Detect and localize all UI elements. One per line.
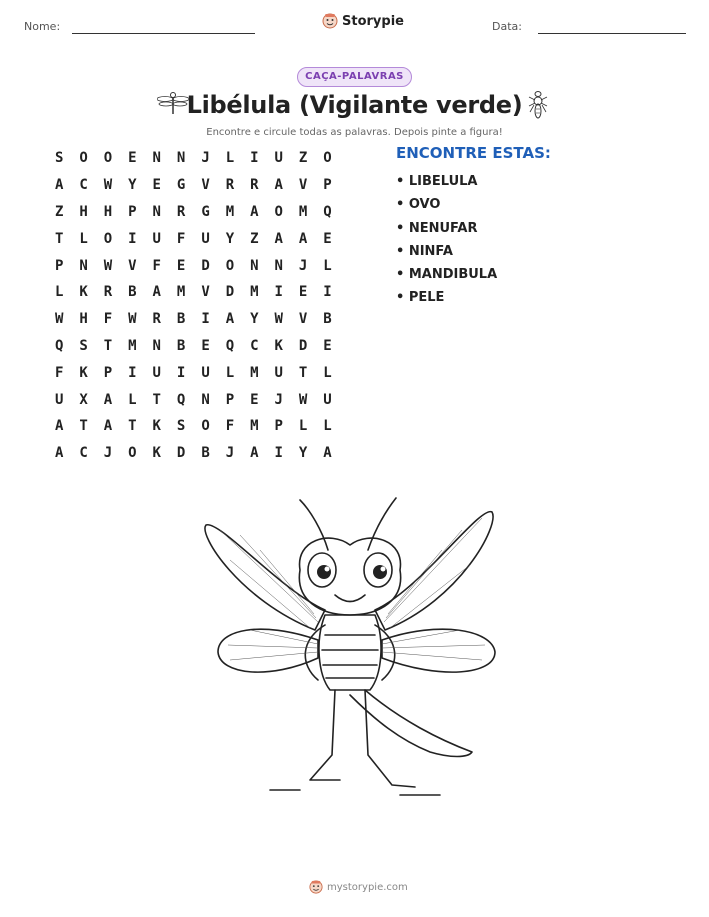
grid-cell[interactable]: U (274, 364, 283, 381)
grid-cell[interactable]: N (176, 150, 186, 167)
grid-cell[interactable]: J (274, 391, 283, 408)
grid-cell[interactable]: R (152, 311, 161, 328)
grid-cell[interactable]: E (128, 150, 137, 167)
grid-cell[interactable]: K (79, 284, 88, 301)
grid-cell[interactable]: D (176, 445, 186, 462)
grid-cell[interactable]: A (274, 177, 283, 194)
grid-row (47, 199, 340, 226)
date-label: Data: (492, 20, 522, 33)
grid-cell[interactable]: R (225, 177, 235, 194)
grid-cell[interactable]: A (250, 203, 259, 220)
grid-cell[interactable]: Y (250, 311, 259, 328)
grid-cell[interactable]: I (274, 284, 283, 301)
grid-cell[interactable]: I (176, 364, 186, 381)
grid-cell[interactable]: O (128, 445, 137, 462)
grid-row (47, 279, 340, 306)
cartoon-dragonfly-illustration (200, 490, 500, 800)
grid-cell[interactable]: D (225, 284, 235, 301)
grid-cell[interactable]: E (323, 230, 332, 247)
grid-cell[interactable]: P (128, 203, 137, 220)
grid-cell[interactable]: E (323, 337, 332, 354)
grid-cell[interactable]: U (152, 230, 161, 247)
grid-cell[interactable]: T (128, 418, 137, 435)
grid-cell[interactable]: A (298, 230, 308, 247)
grid-cell[interactable]: W (54, 311, 64, 328)
grid-cell[interactable]: J (201, 150, 210, 167)
grid-cell[interactable]: E (176, 257, 186, 274)
grid-cell[interactable]: I (274, 445, 283, 462)
grid-cell[interactable]: B (323, 311, 332, 328)
grid-cell[interactable]: E (298, 284, 308, 301)
grid-cell[interactable]: N (152, 337, 161, 354)
grid-cell[interactable]: A (54, 418, 64, 435)
word-list (396, 170, 497, 310)
grid-cell[interactable]: U (201, 230, 210, 247)
grid-cell[interactable]: K (79, 364, 88, 381)
grid-row (47, 333, 340, 360)
grid-cell[interactable]: M (176, 284, 186, 301)
grid-cell[interactable]: R (250, 177, 259, 194)
grid-cell[interactable]: J (103, 445, 113, 462)
grid-cell[interactable]: Q (54, 337, 64, 354)
grid-cell[interactable]: H (79, 311, 88, 328)
grid-cell[interactable]: K (152, 418, 161, 435)
grid-cell[interactable]: R (103, 284, 113, 301)
grid-cell[interactable]: V (298, 177, 308, 194)
date-line (538, 33, 686, 34)
grid-row (47, 225, 340, 252)
storypie-logo-icon (309, 880, 323, 894)
grid-cell[interactable]: A (54, 177, 64, 194)
footer (309, 880, 408, 894)
grid-cell[interactable]: W (128, 311, 137, 328)
name-label: Nome: (24, 20, 61, 33)
grid-cell[interactable]: C (79, 445, 88, 462)
grid-cell[interactable]: I (201, 311, 210, 328)
grid-cell[interactable]: M (250, 364, 259, 381)
grid-cell[interactable]: M (225, 203, 235, 220)
grid-cell[interactable]: C (79, 177, 88, 194)
grid-cell[interactable]: Q (225, 337, 235, 354)
grid-row (47, 252, 340, 279)
grid-cell[interactable]: N (152, 150, 161, 167)
grid-cell[interactable]: L (323, 364, 332, 381)
grid-cell[interactable]: A (323, 445, 332, 462)
word-search-grid[interactable] (47, 145, 340, 467)
grid-cell[interactable]: X (79, 391, 88, 408)
grid-cell[interactable]: H (103, 203, 113, 220)
grid-cell[interactable]: B (176, 337, 186, 354)
grid-cell[interactable]: S (54, 150, 64, 167)
grid-cell[interactable]: Z (298, 150, 308, 167)
grid-cell[interactable]: W (103, 257, 113, 274)
grid-cell[interactable]: B (201, 445, 210, 462)
grid-cell[interactable]: V (201, 284, 210, 301)
grid-cell[interactable]: A (274, 230, 283, 247)
page-title: Libélula (Vigilante verde) (186, 91, 523, 119)
grid-row (47, 145, 340, 172)
storypie-logo-icon (322, 13, 338, 29)
grid-cell[interactable]: V (298, 311, 308, 328)
grid-cell[interactable]: S (79, 337, 88, 354)
grid-cell[interactable]: N (152, 203, 161, 220)
grid-cell[interactable]: P (103, 364, 113, 381)
grid-cell[interactable]: W (298, 391, 308, 408)
grid-cell[interactable]: F (103, 311, 113, 328)
grid-cell[interactable]: G (201, 203, 210, 220)
grid-cell[interactable]: A (103, 391, 113, 408)
word-list-item: • NENUFAR (396, 220, 478, 236)
grid-cell[interactable]: Z (54, 203, 64, 220)
grid-cell[interactable]: O (225, 257, 235, 274)
grid-cell[interactable]: P (54, 257, 64, 274)
grid-cell[interactable]: A (152, 284, 161, 301)
grid-cell[interactable]: C (250, 337, 259, 354)
grid-cell[interactable]: A (54, 445, 64, 462)
word-list-item: • OVO (396, 197, 441, 213)
grid-row (47, 413, 340, 440)
grid-row (47, 386, 340, 413)
grid-cell[interactable]: E (250, 391, 259, 408)
word-list-item: • NINFA (396, 243, 453, 259)
brand (322, 13, 404, 29)
grid-cell[interactable]: Y (225, 230, 235, 247)
category-badge: CAÇA-PALAVRAS (297, 67, 412, 87)
grid-cell[interactable]: M (250, 284, 259, 301)
grid-cell[interactable]: J (225, 445, 235, 462)
grid-cell[interactable]: V (201, 177, 210, 194)
grid-cell[interactable]: S (176, 418, 186, 435)
grid-cell[interactable]: U (323, 391, 332, 408)
grid-cell[interactable]: I (128, 364, 137, 381)
grid-cell[interactable]: M (128, 337, 137, 354)
grid-cell[interactable]: F (225, 418, 235, 435)
grid-cell[interactable]: L (54, 284, 64, 301)
grid-cell[interactable]: O (201, 418, 210, 435)
grid-cell[interactable]: L (225, 364, 235, 381)
grid-cell[interactable]: P (323, 177, 332, 194)
grid-cell[interactable]: D (298, 337, 308, 354)
grid-cell[interactable]: L (298, 418, 308, 435)
grid-cell[interactable]: L (128, 391, 137, 408)
grid-row (47, 440, 340, 467)
grid-cell[interactable]: Y (128, 177, 137, 194)
word-list-item: • LIBELULA (396, 174, 478, 189)
grid-cell[interactable]: B (176, 311, 186, 328)
grid-cell[interactable]: K (274, 337, 283, 354)
grid-cell[interactable]: O (323, 150, 332, 167)
grid-cell[interactable]: O (274, 203, 283, 220)
grid-cell[interactable]: O (79, 150, 88, 167)
grid-cell[interactable]: D (201, 257, 210, 274)
grid-cell[interactable]: L (323, 257, 332, 274)
grid-cell[interactable]: I (323, 284, 332, 301)
grid-cell[interactable]: F (152, 257, 161, 274)
grid-cell[interactable]: Q (323, 203, 332, 220)
instructions: Encontre e circule todas as palavras. Depois pinte a figura! (206, 127, 503, 138)
grid-cell[interactable]: U (54, 391, 64, 408)
grid-row (47, 172, 340, 199)
grid-cell[interactable]: F (176, 230, 186, 247)
grid-row (47, 306, 340, 333)
dragonfly-larva-icon (527, 89, 549, 119)
grid-cell[interactable]: E (201, 337, 210, 354)
grid-cell[interactable]: P (274, 418, 283, 435)
name-line (72, 33, 255, 34)
grid-cell[interactable]: A (225, 311, 235, 328)
grid-cell[interactable]: A (250, 445, 259, 462)
grid-cell[interactable]: L (225, 150, 235, 167)
word-list-item: • PELE (396, 290, 445, 306)
grid-cell[interactable]: N (201, 391, 210, 408)
brand-name: Storypie (342, 13, 404, 29)
grid-cell[interactable]: O (103, 230, 113, 247)
grid-cell[interactable]: O (103, 150, 113, 167)
grid-cell[interactable]: T (103, 337, 113, 354)
grid-cell[interactable]: U (152, 364, 161, 381)
grid-cell[interactable]: Z (250, 230, 259, 247)
grid-cell[interactable]: U (201, 364, 210, 381)
grid-cell[interactable]: T (152, 391, 161, 408)
grid-cell[interactable]: V (128, 257, 137, 274)
word-list-heading: ENCONTRE ESTAS: (396, 144, 551, 162)
grid-cell[interactable]: N (250, 257, 259, 274)
grid-cell[interactable]: K (152, 445, 161, 462)
grid-cell[interactable]: N (79, 257, 88, 274)
grid-cell[interactable]: H (79, 203, 88, 220)
grid-cell[interactable]: Y (298, 445, 308, 462)
grid-cell[interactable]: L (323, 418, 332, 435)
grid-cell[interactable]: F (54, 364, 64, 381)
grid-cell[interactable]: R (176, 203, 186, 220)
grid-cell[interactable]: A (103, 418, 113, 435)
grid-cell[interactable]: W (103, 177, 113, 194)
grid-cell[interactable]: I (250, 150, 259, 167)
grid-cell[interactable]: N (274, 257, 283, 274)
grid-cell[interactable]: L (79, 230, 88, 247)
grid-cell[interactable]: T (54, 230, 64, 247)
grid-cell[interactable]: G (176, 177, 186, 194)
grid-row (47, 359, 340, 386)
footer-site: mystorypie.com (327, 881, 408, 893)
grid-cell[interactable]: U (274, 150, 283, 167)
grid-cell[interactable]: I (128, 230, 137, 247)
word-list-item: • MANDIBULA (396, 267, 498, 283)
grid-cell[interactable]: E (152, 177, 161, 194)
grid-cell[interactable]: M (298, 203, 308, 220)
grid-cell[interactable]: T (79, 418, 88, 435)
grid-cell[interactable]: M (250, 418, 259, 435)
grid-cell[interactable]: J (298, 257, 308, 274)
grid-cell[interactable]: W (274, 311, 283, 328)
grid-cell[interactable]: T (298, 364, 308, 381)
grid-cell[interactable]: Q (176, 391, 186, 408)
grid-cell[interactable]: B (128, 284, 137, 301)
grid-cell[interactable]: P (225, 391, 235, 408)
